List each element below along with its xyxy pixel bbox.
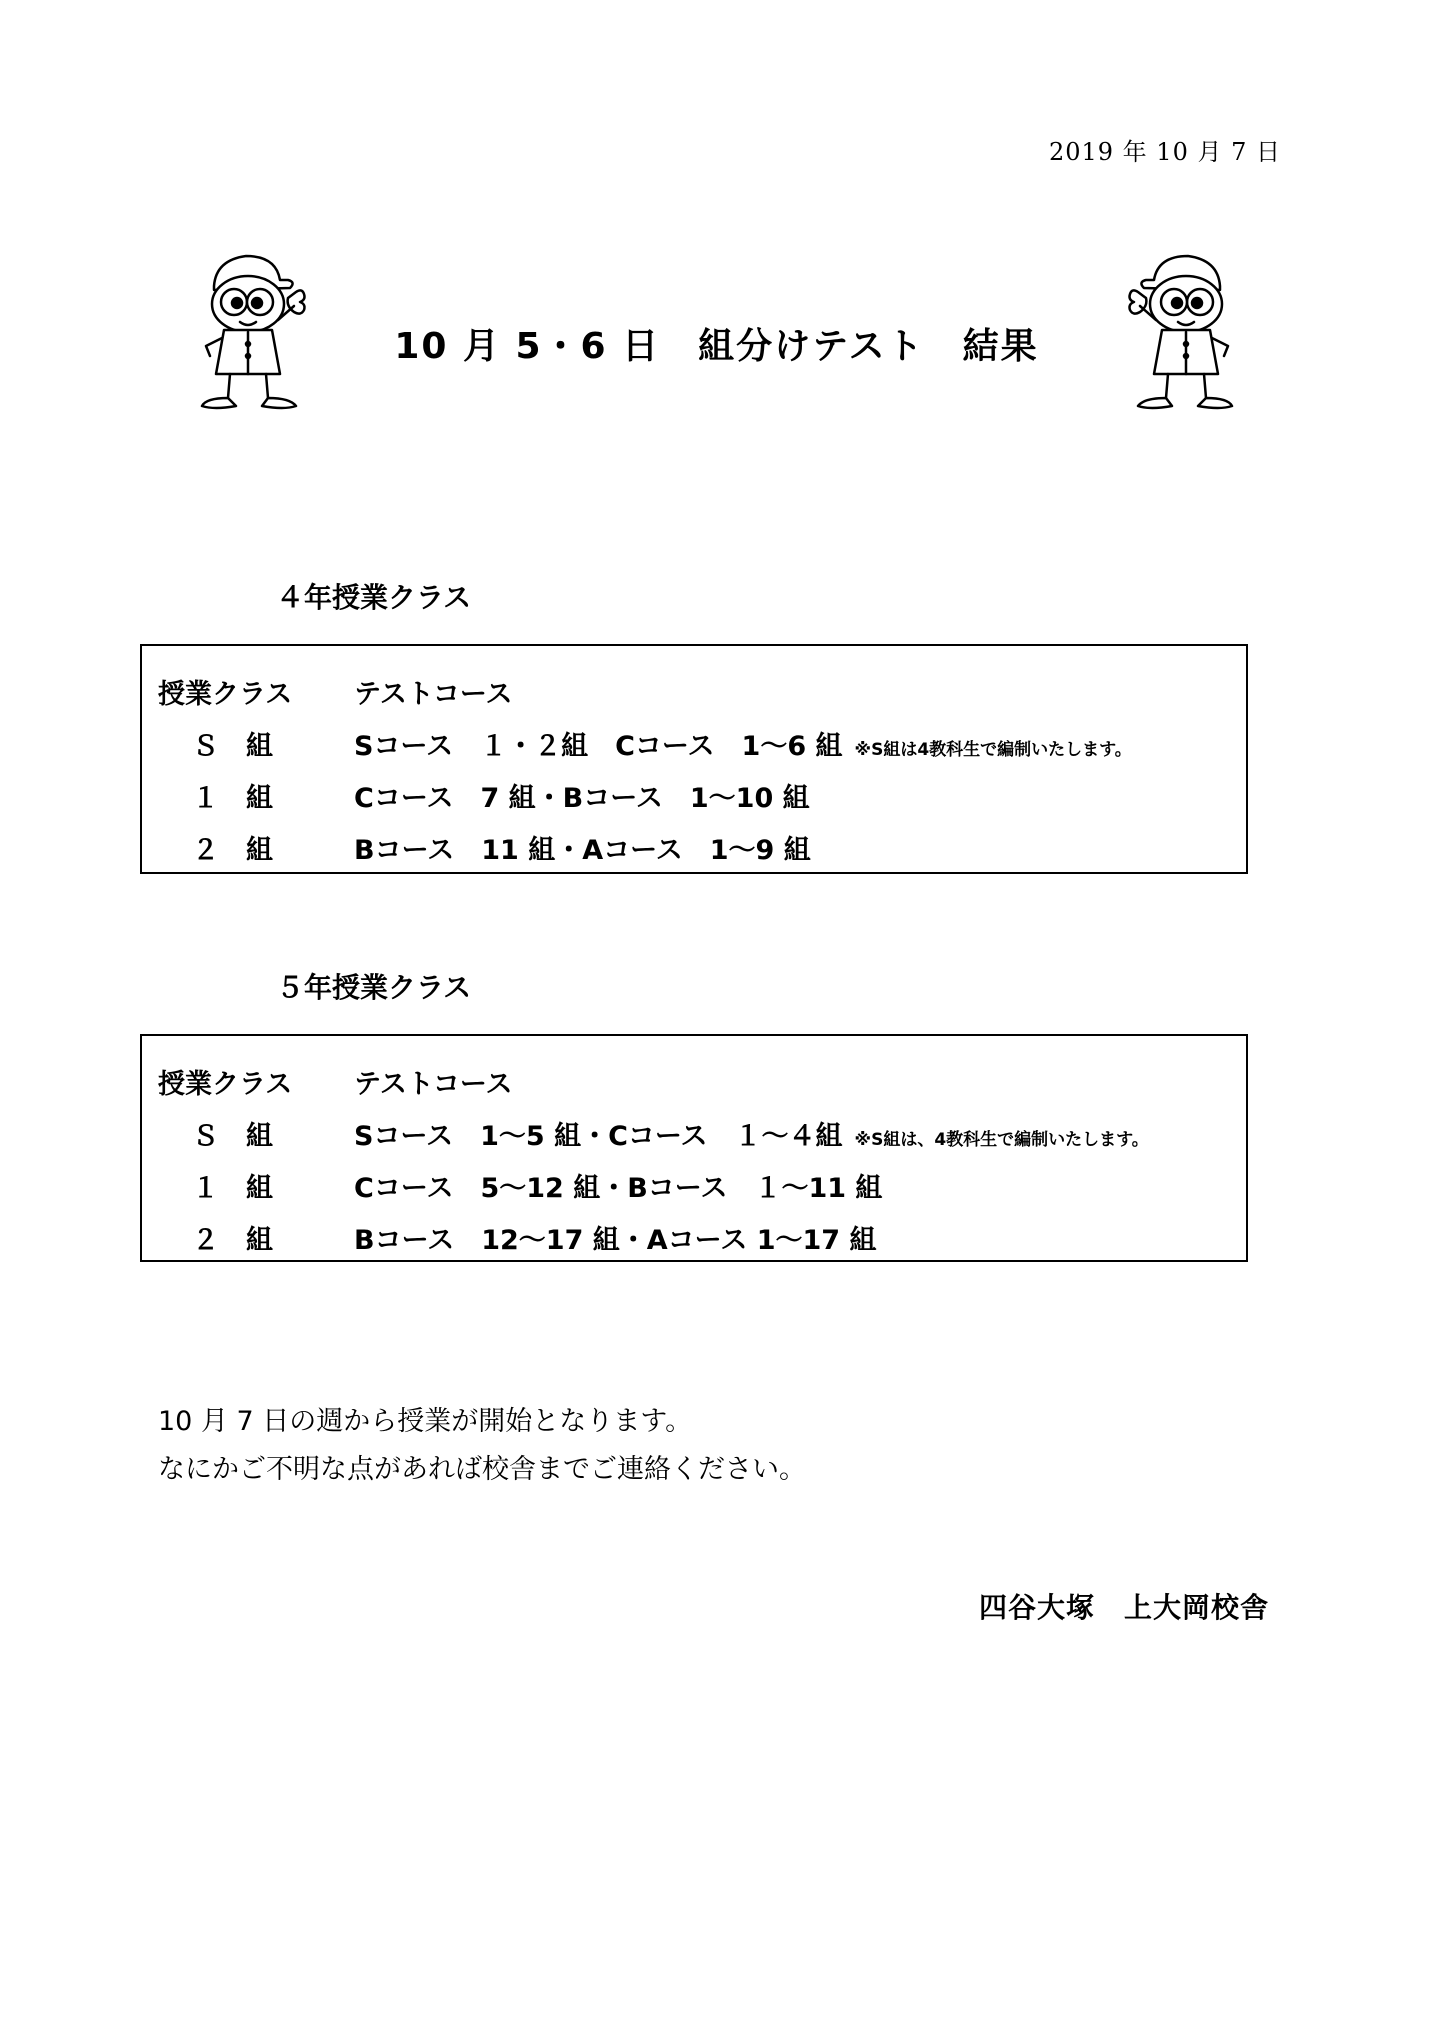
class-kumi: 組 [246,731,273,762]
course-text: Sコース １・２組 Cコース 1～6 組 [354,731,843,762]
table-row [142,724,1246,764]
class-kumi: 組 [246,835,273,866]
class-kumi: 組 [246,783,273,814]
course-note: ※S組は、4教科生で編制いたします。 [854,1130,1149,1150]
page-title: 10 月 5・6 日 組分けテスト 結果 [394,326,1039,367]
course-text: Cコース 5～12 組・Bコース １～11 組 [354,1173,883,1204]
course-note: ※S組は4教科生で編制いたします。 [854,740,1132,760]
document-date: 2019 年 10 月 7 日 [1048,138,1281,166]
grade4-heading: ４年授業クラス [276,581,472,614]
class-kumi: 組 [246,1121,273,1152]
header-class: 授業クラス [158,1069,293,1100]
table-row [142,1114,1246,1154]
class-letter: １ [192,783,219,814]
class-letter: ２ [192,1225,219,1256]
school-signature: 四谷大塚 上大岡校舎 [978,1591,1269,1624]
class-letter: １ [192,1173,219,1204]
notice-line-1: 10 月 7 日の週から授業が開始となります。 [158,1406,693,1437]
table-header [142,1062,1246,1102]
header-class: 授業クラス [158,679,293,710]
class-letter: Ｓ [192,1121,219,1152]
class-kumi: 組 [246,1173,273,1204]
notice-message [158,1398,806,1494]
header-course: テストコース [354,679,513,710]
table-row [142,776,1246,816]
table-header [142,672,1246,712]
course-text: Bコース 12～17 組・Aコース 1～17 組 [354,1225,877,1256]
grade4-class-table [140,644,1248,874]
table-row [142,1166,1246,1206]
course-text: Cコース 7 組・Bコース 1～10 組 [354,783,810,814]
grade5-heading: ５年授業クラス [276,971,472,1004]
class-letter: ２ [192,835,219,866]
table-row [142,1218,1246,1258]
grade5-class-table [140,1034,1248,1262]
class-letter: Ｓ [192,731,219,762]
table-row [142,828,1246,868]
class-kumi: 組 [246,1225,273,1256]
notice-line-2: なにかご不明な点があれば校舎までご連絡ください。 [158,1454,806,1485]
course-text: Bコース 11 組・Aコース 1～9 組 [354,835,811,866]
course-text: Sコース 1～5 組・Cコース １～４組 [354,1121,843,1152]
header-course: テストコース [354,1069,513,1100]
